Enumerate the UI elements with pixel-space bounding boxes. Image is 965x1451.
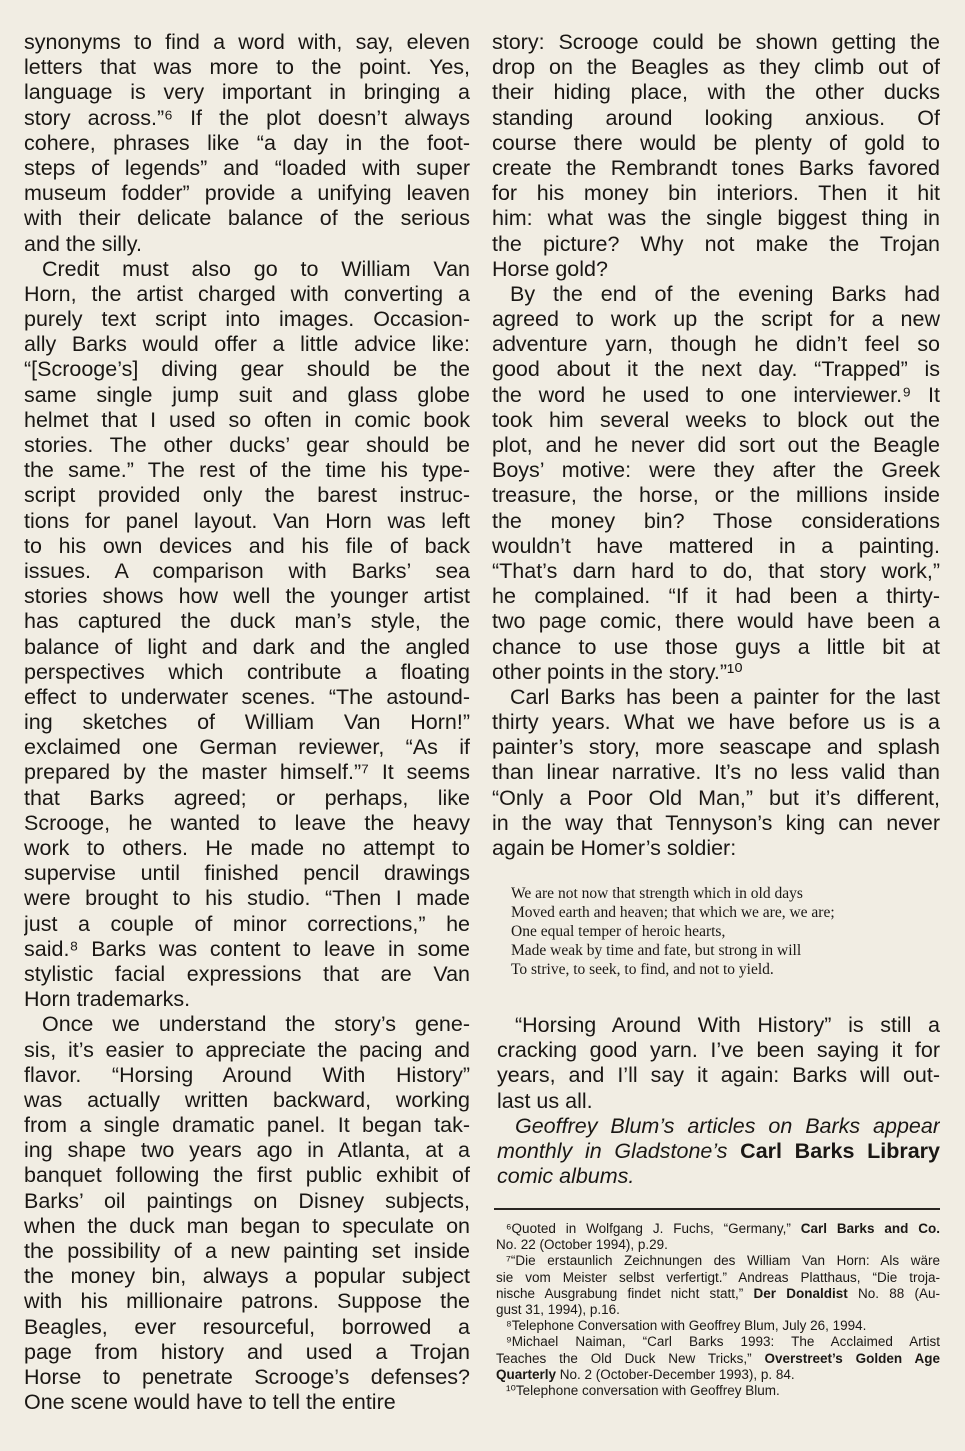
text-line: Horn trademarks. (24, 987, 191, 1012)
text-line: ally Barks would offer a little advice like: (24, 332, 470, 357)
text-line: Horse gold? (492, 256, 608, 281)
text-line: Scrooge, he wanted to leave the heavy (24, 810, 470, 835)
text-line: purely text script into images. Occasion- (24, 307, 470, 332)
poem-line: Made weak by time and fate, but strong in will (511, 942, 802, 959)
text-line: agreed to work up the script for a new (492, 307, 940, 332)
text-line: ing shape two years ago in Atlanta, at a (24, 1138, 470, 1163)
text-line: stylistic facial expressions that are Van (24, 961, 470, 986)
text-line: he complained. “If it had been a thirty- (492, 584, 940, 609)
text-line: tions for panel layout. Van Horn was left (24, 508, 470, 533)
text-line: ing sketches of William Van Horn!” (24, 710, 470, 735)
text-line: Horse to penetrate Scrooge’s defenses? (24, 1364, 470, 1389)
poem-line: Moved earth and heaven; that which we are, we are; (511, 904, 835, 921)
text-line: course there would be plenty of gold to (492, 130, 940, 155)
left-column (24, 30, 470, 1415)
text-line: were brought to his studio. “Then I made (24, 886, 470, 911)
text-line: drop on the Beagles as they climb out of (492, 55, 940, 80)
footnote-7-cont: nische Ausgrabung findet nicht statt,” Der Donaldist No. 88 (Au- (496, 1285, 940, 1301)
text-line: effect to underwater scenes. “The astound- (24, 684, 470, 709)
text-line: prepared by the master himself.”⁷ It seems (24, 760, 470, 785)
text-line: in the way that Tennyson’s king can never (492, 810, 940, 835)
text-line: chance to use those guys a little bit at (492, 634, 940, 659)
text-line: supervise until finished pencil drawings (24, 861, 470, 886)
text-line: same single jump suit and glass globe (24, 382, 470, 407)
text-line: script provided only the barest instruc- (24, 483, 470, 508)
series-title: Carl Barks Library (740, 1139, 940, 1164)
text-line: years, and I’ll say it again: Barks will out- (497, 1063, 940, 1088)
text-line: Once we understand the story’s gene- (42, 1012, 470, 1037)
byline-line: monthly in Gladstone’s Carl Barks Library (497, 1139, 940, 1164)
text-line: two page comic, there would have been a (492, 609, 940, 634)
text-line: for his money bin interiors. Then it hit (492, 181, 940, 206)
text-line: cohere, phrases like “a day in the foot- (24, 130, 470, 155)
text-line: balance of light and dark and the angled (24, 634, 470, 659)
right-column (492, 30, 940, 861)
text-line: the picture? Why not make the Trojan (492, 231, 940, 256)
text-line: was actually written backward, working (24, 1087, 470, 1112)
text-line: again be Homer’s soldier: (492, 836, 737, 860)
text-line: when the duck man began to speculate on (24, 1213, 470, 1238)
text-line: the same.” The rest of the time his type- (24, 458, 470, 483)
footnote-6-cont: No. 22 (October 1994), p.29. (496, 1237, 668, 1253)
text-line: other points in the story.”¹⁰ (492, 659, 743, 684)
footnote-8: ⁸Telephone Conversation with Geoffrey Blum, July 26, 1994. (506, 1318, 867, 1334)
text-line: story: Scrooge could be shown getting the (492, 30, 940, 54)
text-line: helmet that I used so often in comic book (24, 407, 470, 432)
text-line: just a couple of minor corrections,” he (24, 911, 470, 936)
text-line: from a single dramatic panel. It began tak- (24, 1113, 470, 1138)
footnote-10: ¹⁰Telephone conversation with Geoffrey Blum. (506, 1382, 780, 1398)
text-line: the possibility of a new painting set inside (24, 1239, 470, 1263)
text-line: that Barks agreed; or perhaps, like (24, 785, 470, 810)
text-line: letters that was more to the point. Yes, (24, 55, 470, 80)
text-line: Beagles, ever resourceful, borrowed a (24, 1314, 470, 1339)
text-line: language is very important in bringing a (24, 80, 470, 105)
text-line: painter’s story, more seascape and splash (492, 735, 940, 760)
text-line: steps of legends” and “loaded with super (24, 155, 470, 180)
poem-line: To strive, to seek, to find, and not to yield. (511, 961, 774, 978)
tennyson-quote (511, 884, 941, 979)
footnote-6: ⁶Quoted in Wolfgang J. Fuchs, “Germany,” Carl Barks and Co. (506, 1221, 940, 1236)
text-line: the money bin? Those considerations (492, 508, 940, 533)
text-line: to his own devices and his file of back (24, 533, 470, 558)
text-line: with their delicate balance of the serious (24, 206, 470, 231)
footnote-9-cont: Teaches the Old Duck New Tricks,” Overstreet’s Golden Age (496, 1350, 940, 1366)
text-line: Horn, the artist charged with converting a (24, 281, 470, 306)
footnote-9: ⁹Michael Naiman, “Carl Barks 1993: The Acclaimed Artist (506, 1334, 940, 1350)
footnote-7-cont: sie vom Meister selbst verfertigt.” Andreas Platthaus, “Die troja- (496, 1269, 940, 1285)
text-line: thirty years. What we have before us is a (492, 710, 940, 735)
text-line: “That’s darn hard to do, that story work,” (492, 558, 940, 583)
text-line: work to others. He made no attempt to (24, 836, 470, 860)
text-line: took him several weeks to block out the (492, 407, 940, 432)
text-line: plot, and he never did sort out the Beagle (492, 433, 940, 457)
byline-line: comic albums. (497, 1164, 635, 1189)
text-line: him: what was the single biggest thing in (492, 206, 940, 231)
text-line: has captured the duck man’s style, the (24, 609, 470, 634)
text-line: story across.”⁶ If the plot doesn’t always (24, 105, 470, 130)
text-line: Credit must also go to William Van (42, 256, 470, 281)
author-byline (497, 1114, 940, 1190)
text-line: banquet following the first public exhibit of (24, 1163, 470, 1188)
text-line: Boys’ motive: were they after the Greek (492, 458, 940, 483)
text-line: standing around looking anxious. Of (492, 105, 940, 130)
text-line: the word he used to one interviewer.⁹ It (492, 382, 940, 407)
text-line: exclaimed one German reviewer, “As if (24, 735, 470, 760)
byline-line: Geoffrey Blum’s articles on Barks appear (515, 1114, 940, 1138)
text-line: Carl Barks has been a painter for the last (510, 684, 940, 709)
poem-line: One equal temper of heroic hearts, (511, 923, 726, 940)
poem-line: We are not now that strength which in old days (511, 885, 803, 902)
text-line: By the end of the evening Barks had (510, 281, 940, 306)
footnote-7-cont: gust 31, 1994), p.16. (496, 1301, 620, 1317)
text-line: issues. A comparison with Barks’ sea (24, 558, 470, 583)
closing-paragraph (497, 1013, 940, 1114)
text-line: than linear narrative. It’s no less valid than (492, 760, 940, 785)
text-line: their hiding place, with the other ducks (492, 80, 940, 105)
text-line: adventure yarn, though he didn’t feel so (492, 332, 940, 357)
text-line: flavor. “Horsing Around With History” (24, 1062, 470, 1087)
text-line: perspectives which contribute a floating (24, 659, 470, 684)
text-line: and the silly. (24, 231, 142, 256)
footnote-divider (494, 1208, 940, 1210)
text-line: wouldn’t have mattered in a painting. (492, 533, 940, 558)
text-line: treasure, the horse, or the millions inside (492, 483, 940, 508)
text-line: “Only a Poor Old Man,” but it’s different, (492, 785, 940, 810)
text-line: “[Scrooge’s] diving gear should be the (24, 357, 470, 382)
footnotes (496, 1221, 940, 1399)
text-line: stories. The other ducks’ gear should be (24, 433, 470, 457)
text-line: stories shows how well the younger artist (24, 584, 470, 609)
text-line: One scene would have to tell the entire (24, 1390, 396, 1415)
text-line: create the Rembrandt tones Barks favored (492, 155, 940, 180)
text-line: the money bin, always a popular subject (24, 1264, 470, 1289)
text-line: Barks’ oil paintings on Disney subjects, (24, 1188, 470, 1213)
text-line: “Horsing Around With History” is still a (515, 1013, 940, 1037)
text-line: with his millionaire patrons. Suppose the (24, 1289, 470, 1314)
footnote-9-cont: Quarterly No. 2 (October-December 1993), p. 84. (496, 1366, 795, 1382)
text-line: said.⁸ Barks was content to leave in some (24, 936, 470, 961)
text-line: synonyms to find a word with, say, eleven (24, 30, 470, 54)
text-line: good about it the next day. “Trapped” is (492, 357, 940, 382)
footnote-7: ⁷“Die erstaunlich Zeichnungen des William Van Horn: Als wäre (506, 1253, 940, 1269)
text-line: sis, it’s easier to appreciate the pacing and (24, 1037, 470, 1062)
text-line: page from history and used a Trojan (24, 1339, 470, 1364)
text-line: last us all. (497, 1088, 593, 1113)
text-line: cracking good yarn. I’ve been saying it for (497, 1038, 940, 1063)
text-line: museum fodder” provide a unifying leaven (24, 181, 470, 206)
